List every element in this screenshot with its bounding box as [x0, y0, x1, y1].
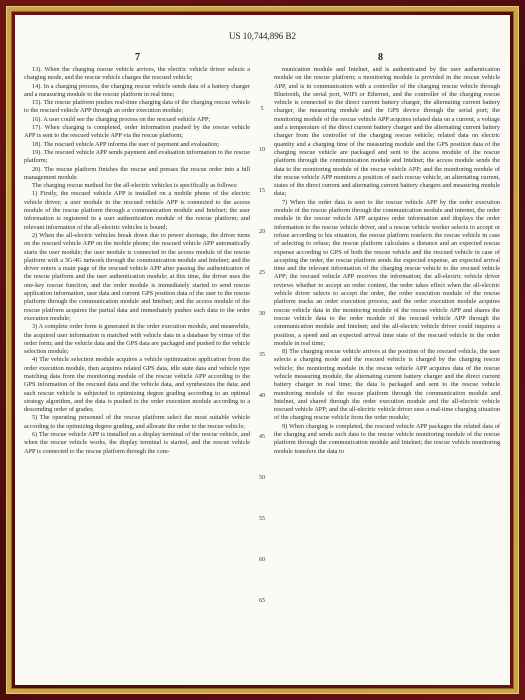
paragraph: 15). The rescue platform pushes real-time charging data of the charging rescue vehicle to the rescued vehicle APP through an order execution module; — [24, 99, 250, 115]
paragraph: 17). When charging is completed, order information pushed by the rescue vehicle APP is sent to the rescued vehicle APP via the rescue platform; — [24, 124, 250, 140]
paragraph: 19). The rescued vehicle APP sends payment and evaluation information to the rescue platform; — [24, 148, 250, 165]
paragraph: 20). The rescue platform finishes the rescue and presses the rescue order into a bill management module. — [24, 165, 250, 181]
line-number: 5 — [260, 106, 264, 112]
line-number: 35 — [259, 352, 265, 358]
line-number: 45 — [259, 434, 265, 440]
paragraph: munication module and Intelnet, and is authenticated by the user authentication module on the rescue platform; a monitoring module is provided in the rescue vehicle APP, and is in communication with a controller of the charging rescue vehicle through Bluetooth, the serial port, WIFI or Ethernet, and the controller of the charging rescue vehicle is connected to the direct current battery charger, the alternating current battery charger, the measuring module and the GPS device through the serial port; the monitoring module of the rescue vehicle APP acquires related data on a current, a voltage and a temperature of the direct current battery charger and the alternating current battery charger from the controller of the charging rescue vehicle; related data on electric quantity and a charging time of the measuring module and the GPS position data of the charging rescue vehicle are packaged and sent to the access module of the rescue platform through the communication module and Intelnet; the access module sends the data to the monitoring module of the rescue vehicle APP; and the monitoring module of the rescue vehicle APP monitors a position of each rescue vehicle, an alternating current, states of the direct current and alternating current battery chargers and measuring module data; — [274, 66, 500, 198]
line-number: 30 — [259, 311, 265, 317]
paragraph: 16). A user could see the charging process on the rescued vehicle APP; — [32, 115, 211, 123]
line-number: 55 — [259, 516, 265, 522]
paragraph: 13). When the charging rescue vehicle arrives, the electric vehicle driver selects a charging mode, and the rescue vehicle charges the rescued vehicle; — [24, 66, 250, 82]
right-page-number: 8 — [378, 52, 383, 63]
left-page-number: 7 — [135, 52, 140, 63]
line-number: 25 — [259, 270, 265, 276]
paragraph: 5) The operating personnel of the rescue platform select the most suitable vehicle according to the optimizing degree grading, and allocate the order to the rescue vehicle; — [24, 414, 250, 430]
paragraph: 14). In a charging process, the charging rescue vehicle sends data of a battery charger and a measuring module to the rescue platform in real time; — [24, 82, 250, 98]
paragraph: 9) When charging is completed, the rescued vehicle APP packages the related data of the charging and sends such data to the rescue vehicle monitoring module of the rescue platform through the communication module and Intelnet; the rescue vehicle monitoring module transfers the data to — [274, 422, 500, 455]
right-column — [274, 66, 500, 456]
line-number: 40 — [259, 393, 265, 399]
paragraph: 6) The rescue vehicle APP is installed on a display terminal of the rescue vehicle, and when the rescue vehicle works, the display terminal is started, and the rescue vehicle APP is connected to the rescue platform through the com- — [24, 431, 250, 455]
line-number: 60 — [259, 557, 265, 563]
patent-number: US 10,744,896 B2 — [228, 31, 296, 41]
line-number: 50 — [259, 475, 265, 481]
left-column — [24, 66, 250, 456]
line-number: 15 — [259, 188, 265, 194]
paragraph: 3) A complete order form is generated in the order execution module, and meanwhile, the acquired user information is matched with vehicle data in a database by virtue of the order form; and the vehicle data and the GPS data are packaged and pushed to the vehicle selection module; — [24, 323, 250, 356]
paragraph: 2) When the all-electric vehicles break down due to power shortage, the driver turns on the rescued vehicle APP on the mobile phone; the rescued vehicle APP automatically starts the user module; the user module is connected to the access module of the rescue platform with a 3G/4G network through the communication module and Intelnet; and the driver enters a main page of the rescued vehicle APP after passing the authentication of the rescue platform and the user authentication module; at this time, the driver uses the one-key rescue function, and the order module is immediately started to send rescue application information, user data and current GPS position data of the user to the rescue platform through the communication module and Intelnet; and the access module of the rescue platform acquires the partial data and immediately pushes such data to the order execution module; — [24, 231, 250, 322]
paragraph: 7) When the order data is sent to the rescue vehicle APP by the order execution module of the rescue platform through the communication module and internet, the order module in the rescue vehicle APP acquires order information and displays the order information to the rescue vehicle driver, and a rescue vehicle worker selects to accept or refuse according to his situation, the rescue platform reselects the rescue vehicle in case of selecting to refuse; the rescue platform calculates a distance and an expected rescue expense according to GPS of both the rescue vehicle and the rescued vehicle in case of accepting the order, the rescue platform sends the expected expense, an expected arrival time and the relevant information of the charging rescue vehicle to the rescued vehicle APP; the rescued vehicle APP receives the information; the all-electric vehicle driver reviews whether to accept an order content, the order takes effect when the all-electric vehicle driver selects to accept the order, the order execution module of the rescue platform tracks an order execution process; and the order execution module acquires rescue vehicle data in the monitoring module of the rescue vehicle APP and shares the rescue vehicle data to the order module of the rescued vehicle APP through the communication module and Intelnet; and the all-electric vehicle driver could inquires a position, a speed and an expected arrival time state of the rescued vehicle in the order module in real time; — [274, 198, 500, 347]
paragraph: 4) The vehicle selection module acquires a vehicle optimization application from the order execution module, then acquires related GPS data, idle state data and vehicle type matching data from the monitoring module of the rescue vehicle APP according to the GPS information of the rescued data and the vehicle data, and synthesizes the data; and each rescue vehicle is subjected to optimizing degree grading according to an optimal strategy algorithm, and the data is pushed to the order execution module according to a descending order of grades; — [24, 356, 250, 414]
paragraph: 18). The rescued vehicle APP informs the user of payment and evaluation; — [32, 140, 220, 148]
paragraph: 1) Firstly, the rescued vehicle APP is installed on a mobile phone of the electric vehicle driver; a user module in the rescued vehicle APP is connected to the access module of the rescue platform through a communication module and Intelnet; the user information is registered in a user authentication module of the rescue platform; and relevant information of the all-electric vehicles is bound; — [24, 190, 250, 231]
paragraph: 8) The charging rescue vehicle arrives at the position of the rescued vehicle, the user selects a charging mode and the rescued vehicle is charged by the charging rescue vehicle; the monitoring module in the rescue vehicle APP acquires data of the rescue vehicle measuring module, the alternating current battery charger and the direct current battery charger in real time; the data is packaged and sent to the rescue vehicle monitoring module of the rescue platform through the communication module and Intelnet, and shared through the order execution module and the all-electric vehicle rescued vehicle APP; and the all-electric vehicle driver sees a real-time charging situation of the charging rescue vehicle from the order module; — [274, 348, 500, 422]
line-number: 10 — [259, 147, 265, 153]
line-number: 65 — [259, 598, 265, 604]
paragraph: The charging rescue method for the all-electric vehicles is specifically as follows: — [32, 182, 238, 190]
line-number: 20 — [259, 229, 265, 235]
patent-page — [15, 15, 510, 685]
